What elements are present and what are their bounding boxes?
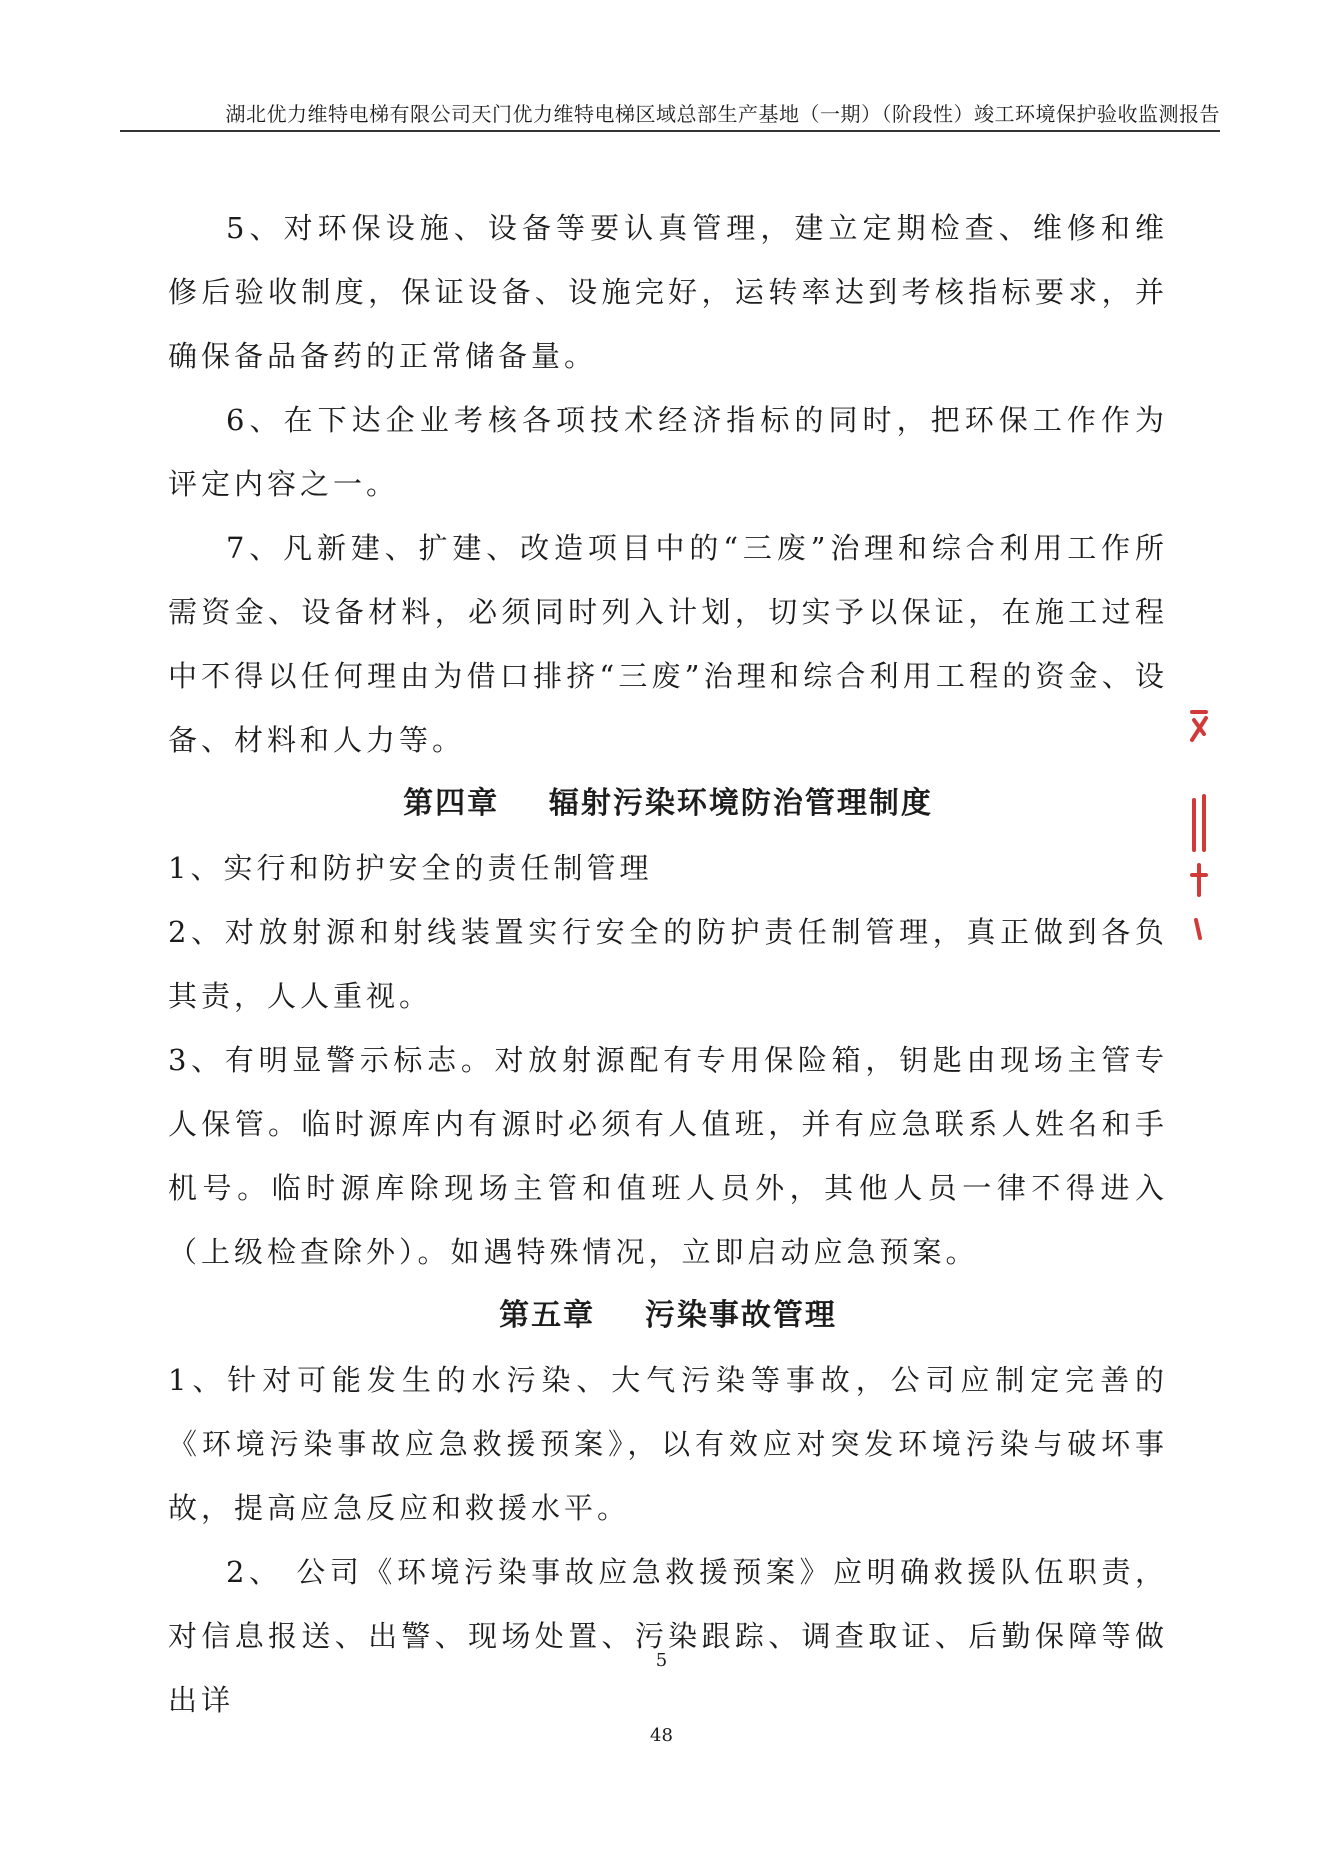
document-page-number: 48 (650, 1725, 673, 1746)
paragraph-item-5: 5、对环保设施、设备等要认真管理，建立定期检查、维修和维修后验收制度，保证设备、设施完好，运转率达到考核指标要求，并确保备品备药的正常储备量。 (168, 211, 1168, 373)
chapter-five-item-2: 2、 公司《环境污染事故应急救援预案》应明确救援队伍职责，对信息报送、出警、现场处置、污染跟踪、调查取证、后勤保障等做出详 (168, 1555, 1168, 1717)
chapter-four-item-2: 2、对放射源和射线装置实行安全的防护责任制管理，真正做到各负其责，人人重视。 (168, 915, 1168, 1013)
chapter-five-item-1: 1、针对可能发生的水污染、大气污染等事故，公司应制定完善的《环境污染事故应急救援预案》，以有效应对突发环境污染与破坏事故，提高应急反应和救援水平。 (168, 1363, 1168, 1525)
paragraph-item-6: 6、在下达企业考核各项技术经济指标的同时，把环保工作作为评定内容之一。 (168, 403, 1168, 501)
chapter-four-item-1: 1、实行和防护安全的责任制管理 (168, 851, 653, 885)
chapter-four-heading: 第四章 辐射污染环境防治管理制度 (403, 786, 933, 821)
paragraph-item-7: 7、凡新建、扩建、改造项目中的“三废”治理和综合利用工作所需资金、设备材料，必须同时列入计划，切实予以保证，在施工过程中不得以任何理由为借口排挤“三废”治理和综合利用工程的资金、设备、材料和人力等。 (168, 531, 1168, 757)
chapter-five-heading: 第五章 污染事故管理 (499, 1298, 837, 1333)
page-number: 5 (655, 1650, 668, 1671)
header-divider (120, 130, 1220, 132)
chapter-four-item-3: 3、有明显警示标志。对放射源配有专用保险箱，钥匙由现场主管专人保管。临时源库内有源时必须有人值班，并有应急联系人姓名和手机号。临时源库除现场主管和值班人员外，其他人员一律不得进入（上级检查除外）。如遇特殊情况，立即启动应急预案。 (168, 1043, 1168, 1269)
seal-stamp-fragment-icon (1186, 700, 1212, 950)
document-body (168, 196, 1168, 1732)
document-header: 湖北优力维特电梯有限公司天门优力维特电梯区域总部生产基地（一期）（阶段性）竣工环境保护验收监测报告 (225, 102, 1220, 126)
